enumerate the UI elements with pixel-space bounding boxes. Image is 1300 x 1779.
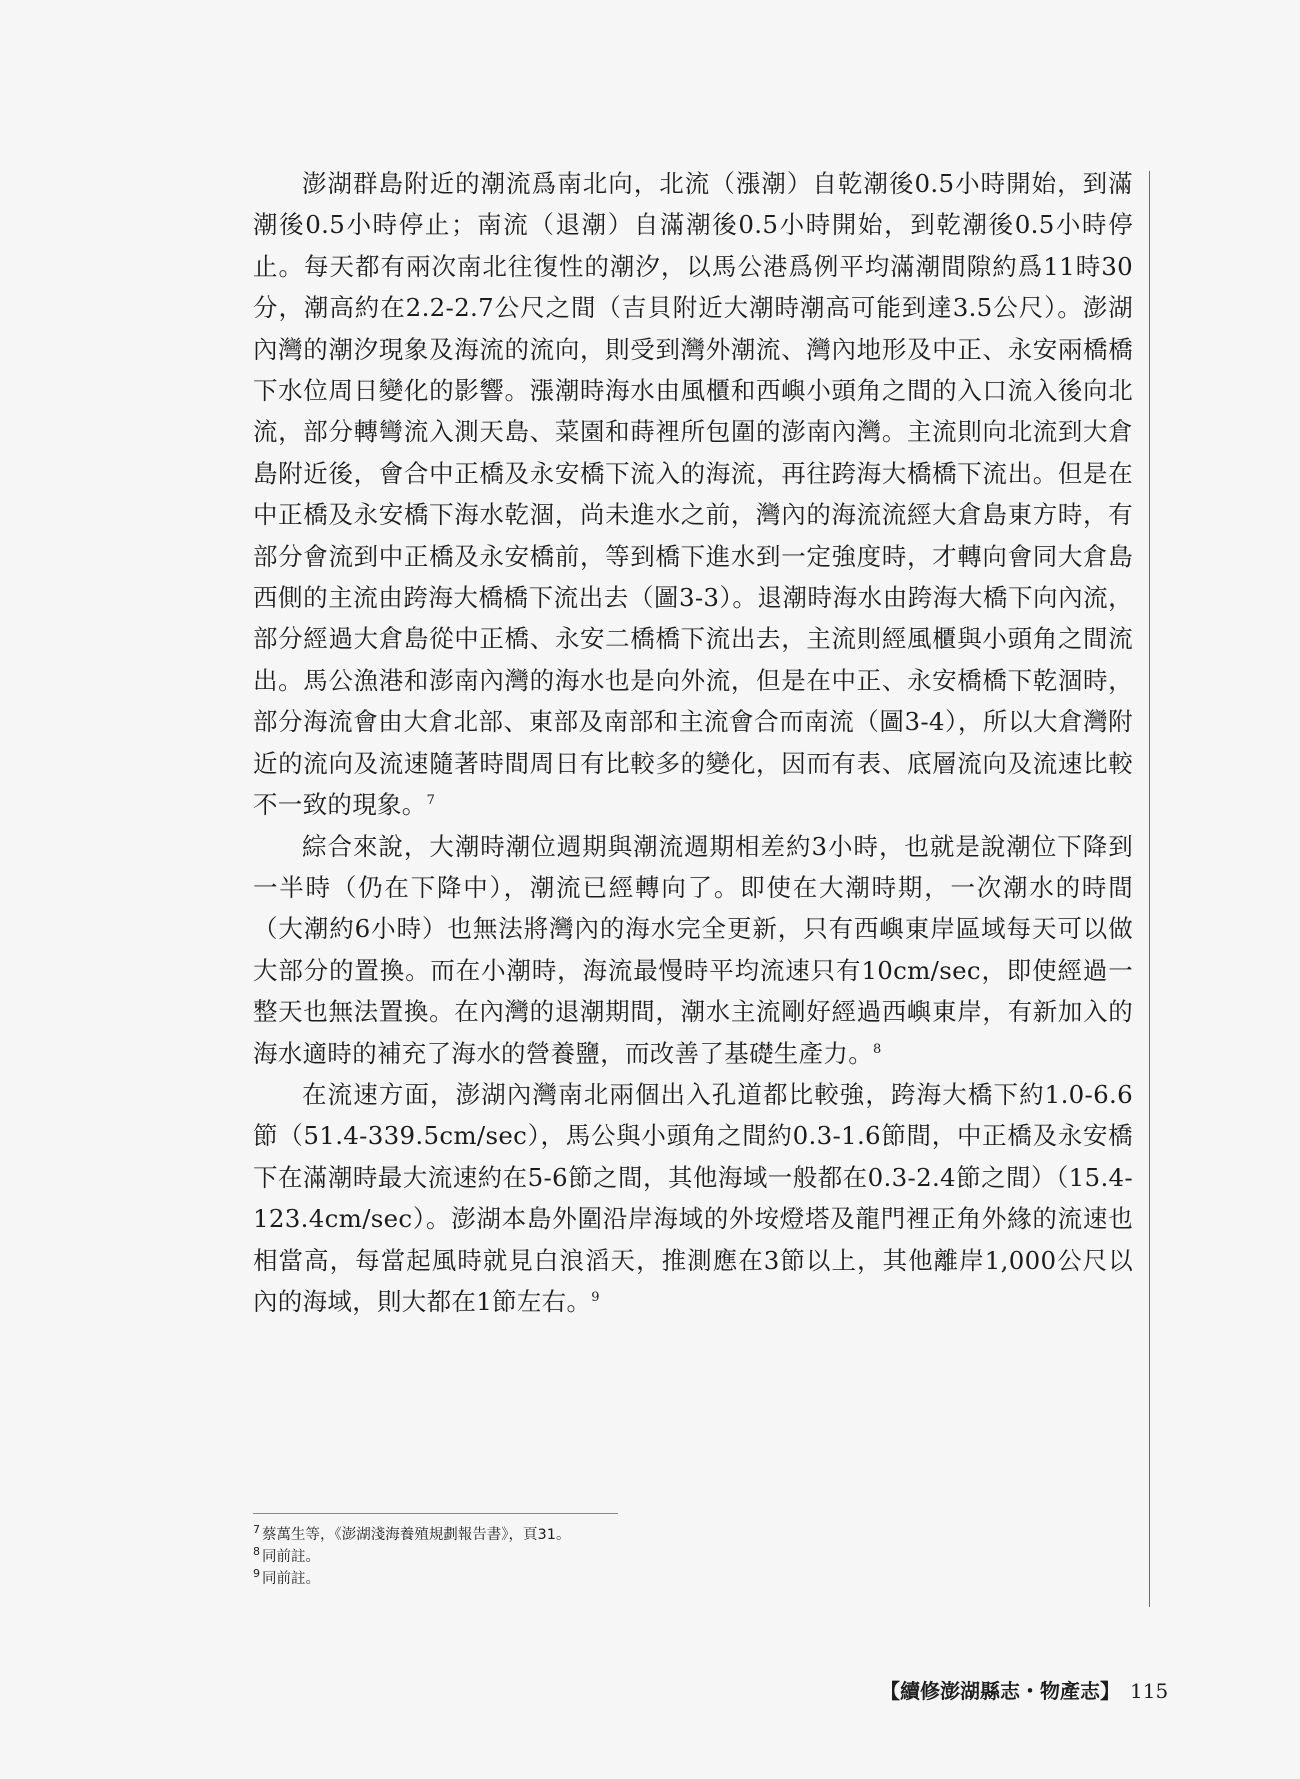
paragraph-3 [253, 1074, 1133, 1322]
footnotes [253, 1524, 853, 1590]
footnote-number: 8 [253, 1545, 260, 1558]
footnote-text: 同前註。 [262, 1549, 320, 1565]
footnote-7 [253, 1524, 853, 1546]
footnote-text: 同前註。 [262, 1571, 320, 1587]
page-number: 115 [1130, 1679, 1169, 1703]
paragraph-2-text: 綜合來說，大潮時潮位週期與潮流週期相差約3小時，也就是說潮位下降到一半時（仍在下降中），潮流已經轉向了。即使在大潮時期，一次潮水的時間（大潮約6小時）也無法將灣內的海水完全更新，只有西嶼東岸區域每天可以做大部分的置換。而在小潮時，海流最慢時平均流速只有10cm/sec，即使經過一整天也無法置換。在內灣的退潮期間，潮水主流剛好經過西嶼東岸，有新加入的海水適時的補充了海水的營養鹽，而改善了基礎生產力。 [253, 831, 1133, 1068]
footnote-number: 9 [253, 1567, 260, 1580]
footnote-ref-7[interactable]: 7 [426, 793, 436, 809]
footnote-text: 蔡萬生等，《澎湖淺海養殖規劃報告書》，頁31。 [262, 1527, 571, 1543]
margin-rule [1149, 171, 1150, 1607]
footnote-number: 7 [253, 1523, 260, 1536]
footnote-divider [253, 1513, 618, 1514]
footnote-ref-8[interactable]: 8 [873, 1041, 882, 1057]
paragraph-2 [253, 826, 1133, 1074]
paragraph-1 [253, 163, 1133, 826]
paragraph-3-text: 在流速方面，澎湖內灣南北兩個出入孔道都比較強，跨海大橋下約1.0-6.6節（51.4-339.5cm/sec），馬公與小頭角之間約0.3-1.6節間，中正橋及永安橋下在滿潮時最大流速約在5-6節之間，其他海域一般都在0.3-2.4節之間）（15.4-123.4cm/sec）。澎湖本島外圍沿岸海域的外垵燈塔及龍門裡正角外緣的流速也相當高，每當起風時就見白浪滔天，推測應在3節以上，其他離岸1,000公尺以內的海域，則大都在1節左右。 [253, 1079, 1133, 1316]
footnote-ref-9[interactable]: 9 [591, 1289, 600, 1305]
footnote-9 [253, 1568, 853, 1590]
running-footer [880, 1675, 1169, 1704]
book-title: 【續修澎湖縣志・物產志】 [880, 1679, 1120, 1703]
footnote-8 [253, 1546, 853, 1568]
paragraph-1-text: 澎湖群島附近的潮流爲南北向，北流（漲潮）自乾潮後0.5小時開始，到滿潮後0.5小時停止；南流（退潮）自滿潮後0.5小時開始，到乾潮後0.5小時停止。每天都有兩次南北往復性的潮汐，以馬公港爲例平均滿潮間隙約爲11時30分，潮高約在2.2-2.7公尺之間（吉貝附近大潮時潮高可能到達3.5公尺）。澎湖內灣的潮汐現象及海流的流向，則受到灣外潮流、灣內地形及中正、永安兩橋橋下水位周日變化的影響。漲潮時海水由風櫃和西嶼小頭角之間的入口流入後向北流，部分轉彎流入測天島、菜園和蒔裡所包圍的澎南內灣。主流則向北流到大倉島附近後，會合中正橋及永安橋下流入的海流，再往跨海大橋橋下流出。但是在中正橋及永安橋下海水乾涸，尚未進水之前，灣內的海流流經大倉島東方時，有部分會流到中正橋及永安橋前，等到橋下進水到一定強度時，才轉向會同大倉島西側的主流由跨海大橋橋下流出去（圖3-3）。退潮時海水由跨海大橋下向內流，部分經過大倉島從中正橋、永安二橋橋下流出去，主流則經風櫃與小頭角之間流出。馬公漁港和澎南內灣的海水也是向外流，但是在中正、永安橋橋下乾涸時，部分海流會由大倉北部、東部及南部和主流會合而南流（圖3-4），所以大倉灣附近的流向及流速隨著時間周日有比較多的變化，因而有表、底層流向及流速比較不一致的現象。 [253, 169, 1133, 820]
body-text [253, 163, 1133, 1322]
